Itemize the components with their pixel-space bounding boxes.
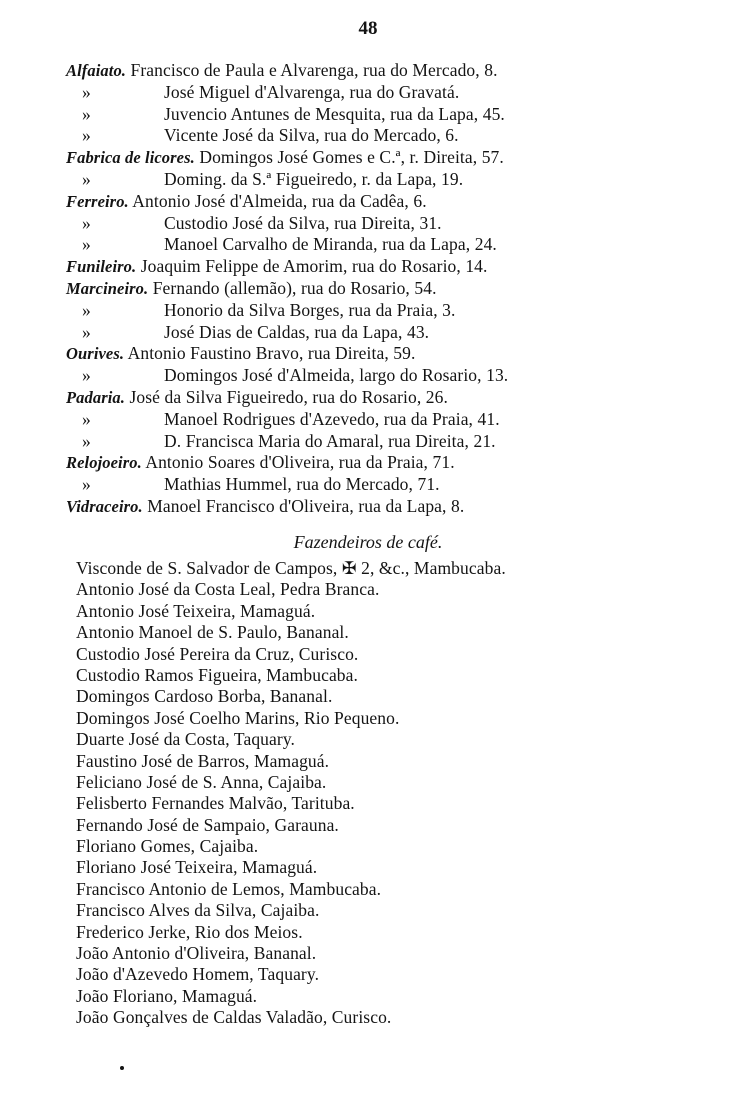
entry-text: Antonio Faustino Bravo, rua Direita, 59. [127,343,416,364]
trade-label: Ferreiro. [66,191,129,211]
ditto-mark: » [82,430,91,451]
trade-entry [66,300,686,322]
trade-entry [66,409,686,431]
farmer-entry: João d'Azevedo Homem, Taquary. [76,964,320,985]
entry-text: José Miguel d'Alvarenga, rua do Gravatá. [164,81,460,102]
trade-label: Fabrica de licores. [66,148,195,168]
entry-text: D. Francisca Maria do Amaral, rua Direita, 21. [164,430,496,451]
farmer-entry: Duarte José da Costa, Taquary. [76,729,296,750]
farmers-list [76,558,696,1029]
trade-entry [66,431,686,453]
trades-list [66,60,686,518]
farmer-entry: Custodio Ramos Figueira, Mambucaba. [76,664,359,685]
ditto-mark: » [82,125,91,146]
stray-mark [120,1066,124,1070]
ditto-mark: » [82,234,91,255]
farmer-entry: Floriano Gomes, Cajaiba. [76,836,259,857]
farmer-entry: Francisco Antonio de Lemos, Mambucaba. [76,878,382,899]
entry-text: Antonio José d'Almeida, rua da Cadêa, 6. [132,190,427,211]
ditto-mark: » [82,321,91,342]
entry-text: Manoel Rodrigues d'Azevedo, rua da Praia, 41. [164,408,500,429]
farmer-entry: Antonio José Teixeira, Mamaguá. [76,600,316,621]
section-title: Fazendeiros de café. [293,532,443,552]
farmer-entry: João Floriano, Mamaguá. [76,985,258,1006]
trade-label: Padaria. [66,387,126,407]
ditto-mark: » [82,365,91,386]
entry-text: José Dias de Caldas, rua da Lapa, 43. [164,321,430,342]
farmer-entry: Fernando José de Sampaio, Garauna. [76,814,339,835]
entry-text: Fernando (allemão), rua do Rosario, 54. [152,277,437,298]
trade-entry [66,452,686,474]
trade-entry [66,147,686,169]
trade-entry [66,125,686,147]
trade-entry [66,387,686,409]
entry-text: Juvencio Antunes de Mesquita, rua da Lapa, 45. [164,103,505,124]
ditto-mark: » [82,408,91,429]
trade-entry [66,169,686,191]
farmer-entry: Faustino José de Barros, Mamaguá. [76,750,330,771]
trade-label: Vidraceiro. [66,496,143,516]
trade-label: Marcineiro. [66,278,149,298]
farmer-entry: João Antonio d'Oliveira, Bananal. [76,943,317,964]
trade-entry [66,104,686,126]
trade-entry [66,60,686,82]
farmer-entry: Domingos José Coelho Marins, Rio Pequeno. [76,707,400,728]
farmer-entry: Felisberto Fernandes Malvão, Tarituba. [76,793,355,814]
entry-text: Vicente José da Silva, rua do Mercado, 6. [164,125,459,146]
farmer-entry: Feliciano José de S. Anna, Cajaiba. [76,771,327,792]
trade-entry [66,496,686,518]
trade-entry [66,256,686,278]
trade-label: Alfaiato. [66,61,127,80]
entry-text: Domingos José d'Almeida, largo do Rosario, 13. [164,365,509,386]
ditto-mark: » [82,103,91,124]
ditto-mark: » [82,299,91,320]
trade-entry [66,191,686,213]
entry-text: Domingos José Gomes e C.ª, r. Direita, 57. [199,147,504,168]
farmer-entry: Floriano José Teixeira, Mamaguá. [76,857,318,878]
ditto-mark: » [82,474,91,495]
ditto-mark: » [82,81,91,102]
entry-text: Francisco de Paula e Alvarenga, rua do Mercado, 8. [130,60,498,80]
trade-label: Ourives. [66,344,125,364]
trade-entry [66,213,686,235]
trade-label: Funileiro. [66,257,137,277]
entry-text: Honorio da Silva Borges, rua da Praia, 3. [164,299,456,320]
farmer-entry: Domingos Cardoso Borba, Bananal. [76,686,333,707]
trade-entry [66,474,686,496]
farmer-entry: Antonio José da Costa Leal, Pedra Branca. [76,579,380,600]
ditto-mark: » [82,168,91,189]
entry-text: Mathias Hummel, rua do Mercado, 71. [164,474,440,495]
trade-label: Relojoeiro. [66,453,142,473]
farmer-entry: Francisco Alves da Silva, Cajaiba. [76,900,320,921]
farmer-entry: João Gonçalves de Caldas Valadão, Curisco. [76,1007,392,1028]
trade-entry [66,278,686,300]
entry-text: José da Silva Figueiredo, rua do Rosario, 26. [129,386,448,407]
entry-text: Joaquim Felippe de Amorim, rua do Rosario, 14. [140,256,488,277]
trade-entry [66,322,686,344]
entry-text: Custodio José da Silva, rua Direita, 31. [164,212,442,233]
trade-entry [66,343,686,365]
page-number: 48 [358,18,378,39]
farmer-entry: Antonio Manoel de S. Paulo, Bananal. [76,622,349,643]
farmer-entry: Frederico Jerke, Rio dos Meios. [76,921,303,942]
entry-text: Doming. da S.ª Figueiredo, r. da Lapa, 19. [164,168,464,189]
entry-text: Manoel Francisco d'Oliveira, rua da Lapa, 8. [147,495,465,516]
trade-entry [66,365,686,387]
trade-entry [66,82,686,104]
ditto-mark: » [82,212,91,233]
entry-text: Antonio Soares d'Oliveira, rua da Praia, 71. [145,452,455,473]
farmer-entry: Visconde de S. Salvador de Campos, ✠ 2, &c., Mambucaba. [76,558,506,578]
farmer-entry: Custodio José Pereira da Cruz, Curisco. [76,643,359,664]
entry-text: Manoel Carvalho de Miranda, rua da Lapa, 24. [164,234,497,255]
trade-entry [66,234,686,256]
